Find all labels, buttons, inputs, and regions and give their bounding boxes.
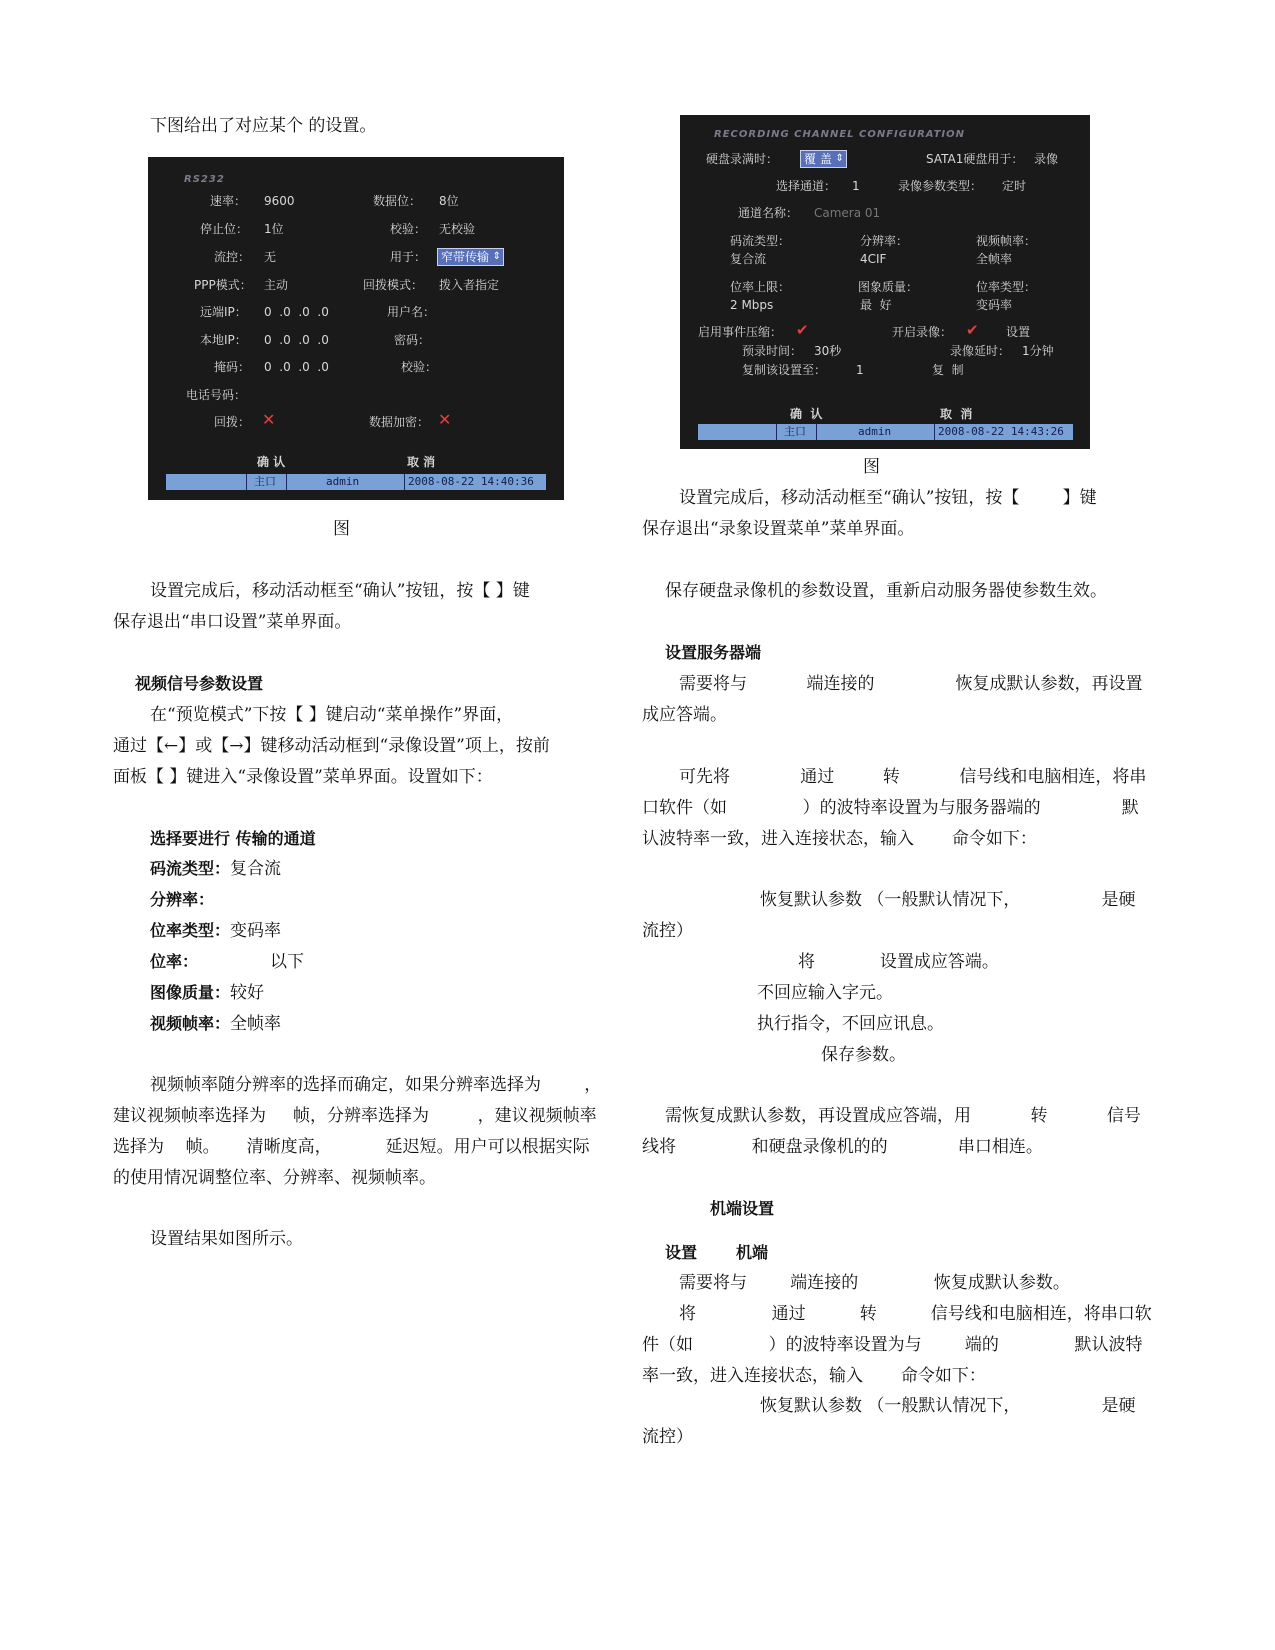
password-label: 密码： <box>394 333 431 347</box>
resolution-label: 分辨率： <box>860 234 909 248</box>
machine-section-heading: 机端设置 <box>710 1199 775 1218</box>
right-p3-line2: 成应答端。 <box>642 705 727 725</box>
list-value: 复合流 <box>230 859 282 879</box>
left-p2-line2: 通过【←】或【→】键移动活动框到“录像设置”项上，按前 <box>113 736 550 756</box>
list-value: 全帧率 <box>230 1014 282 1034</box>
framerate-value[interactable]: 全帧率 <box>976 252 1013 266</box>
bitrate-max-value[interactable]: 2 Mbps <box>730 298 774 312</box>
left-p3-line4: 的使用情况调整位率、分辨率、视频帧率。 <box>113 1168 436 1188</box>
right-p7-line3: 率一致，进入连接状态，输入 命令如下： <box>642 1366 986 1386</box>
command-6-line2: 流控） <box>642 1427 693 1447</box>
rs232-screenshot <box>148 157 564 500</box>
encrypt-label: 数据加密： <box>369 415 430 429</box>
cancel-button[interactable]: 取 消 <box>940 407 973 421</box>
right-p7-line2: 件（如 ）的波特率设置为与 端的 默认波特 <box>642 1335 1143 1355</box>
sata-label: SATA1硬盘用于： <box>926 152 1024 166</box>
cancel-button[interactable]: 取 消 <box>407 455 436 469</box>
baud-value: 9600 <box>264 194 295 208</box>
local-ip-field[interactable]: 0 .0 .0 .0 <box>264 333 329 347</box>
verify-label: 校验： <box>401 360 438 374</box>
fig1-header: RS232 <box>184 174 225 185</box>
callback-x-icon[interactable]: ✕ <box>262 410 276 429</box>
sata-value: 录像 <box>1034 152 1059 166</box>
stopbits-label: 停止位： <box>200 222 249 236</box>
stopbits-value: 1位 <box>264 222 284 236</box>
list-heading: 选择要进行 传输的通道 <box>150 829 316 848</box>
record-setup-button[interactable]: 设置 <box>1006 325 1031 339</box>
encrypt-x-icon[interactable]: ✕ <box>438 410 452 429</box>
setup-subheading: 设置 机端 <box>665 1243 768 1262</box>
event-compress-label: 启用事件压缩： <box>698 325 783 339</box>
username-label: 用户名： <box>387 305 436 319</box>
use-label: 用于： <box>390 250 427 264</box>
left-p3-line2: 建议视频帧率选择为 帧，分辨率选择为 ，建议视频帧率 <box>113 1106 597 1126</box>
video-section-heading: 视频信号参数设置 <box>135 674 264 693</box>
channel-value[interactable]: 1 <box>852 179 860 193</box>
recording-config-screenshot <box>680 115 1090 449</box>
baud-label: 速率： <box>210 194 247 208</box>
command-5: 保存参数。 <box>821 1045 906 1065</box>
databits-value: 8位 <box>439 194 459 208</box>
command-6-line1: 恢复默认参数 （一般默认情况下， 是硬 <box>760 1396 1136 1416</box>
parity-label: 校验： <box>390 222 427 236</box>
quality-label: 图象质量： <box>858 280 919 294</box>
status-user: admin <box>326 475 360 488</box>
status-time: 2008-08-22 14:40:36 <box>408 475 534 488</box>
right-p3-line1: 需要将与 端连接的 恢复成默认参数，再设置 <box>679 674 1143 694</box>
status-bar <box>166 474 546 490</box>
delay-label: 录像延时： <box>950 344 1011 358</box>
fig1-caption: 图 <box>333 519 350 539</box>
intro-text: 下图给出了对应某个 的设置。 <box>150 116 377 136</box>
bitrate-type-label: 位率类型： <box>976 280 1037 294</box>
delay-value[interactable]: 1分钟 <box>1022 344 1054 358</box>
confirm-button[interactable]: 确 认 <box>257 455 286 469</box>
framerate-label: 视频帧率： <box>976 234 1037 248</box>
list-key: 视频帧率： <box>150 1014 231 1033</box>
channel-label: 选择通道： <box>776 179 837 193</box>
callback-label: 回拨： <box>214 415 251 429</box>
phone-label: 电话号码： <box>186 388 247 402</box>
left-p1-line1: 设置完成后，移动活动框至“确认”按钮，按【 】键 <box>150 581 530 601</box>
parity-value: 无校验 <box>439 222 476 236</box>
enable-record-label: 开启录像： <box>892 325 953 339</box>
databits-label: 数据位： <box>373 194 422 208</box>
status-time: 2008-08-22 14:43:26 <box>938 425 1064 438</box>
right-p5-line1: 需恢复成默认参数，再设置成应答端，用 转 信号 <box>665 1106 1141 1126</box>
list-value: 较好 <box>230 983 265 1003</box>
command-1-line2: 流控） <box>642 921 693 941</box>
right-p2: 保存硬盘录像机的参数设置，重新启动服务器使参数生效。 <box>665 581 1107 601</box>
resolution-value[interactable]: 4CIF <box>860 252 887 266</box>
status-port: 主口 <box>254 475 276 488</box>
disk-full-select[interactable]: 覆 盖 ⇕ <box>800 150 847 168</box>
dialmode-value: 拨入者指定 <box>439 278 500 292</box>
right-p5-line2: 线将 和硬盘录像机的的 串口相连。 <box>642 1137 1043 1157</box>
fig2-header: RECORDING CHANNEL CONFIGURATION <box>714 129 966 140</box>
status-bar <box>698 424 1073 440</box>
bitrate-type-value[interactable]: 变码率 <box>976 298 1013 312</box>
flow-label: 流控： <box>214 250 251 264</box>
channel-name-field[interactable]: Camera 01 <box>814 206 881 220</box>
right-p7-line1: 将 通过 转 信号线和电脑相连，将串口软 <box>679 1304 1152 1324</box>
server-section-heading: 设置服务器端 <box>665 643 762 662</box>
list-key: 位率类型： <box>150 921 231 940</box>
mask-field[interactable]: 0 .0 .0 .0 <box>264 360 329 374</box>
use-select[interactable]: 窄带传输 ⇕ <box>437 248 504 266</box>
right-p4-line2: 口软件（如 ）的波特率设置为与服务器端的 默 <box>642 798 1139 818</box>
stream-type-value[interactable]: 复合流 <box>730 252 767 266</box>
command-2: 将 设置成应答端。 <box>798 952 999 972</box>
flow-value: 无 <box>264 250 277 264</box>
mask-label: 掩码： <box>214 360 251 374</box>
prerecord-value[interactable]: 30秒 <box>814 344 842 358</box>
copy-to-value[interactable]: 1 <box>856 363 864 377</box>
local-ip-label: 本地IP： <box>200 333 247 347</box>
list-key: 图像质量： <box>150 983 231 1002</box>
bitrate-max-label: 位率上限： <box>730 280 791 294</box>
left-p3-line3: 选择为 帧。 清晰度高， 延迟短。用户可以根据实际 <box>113 1137 590 1157</box>
dialmode-label: 回拨模式： <box>363 278 424 292</box>
command-1-line1: 恢复默认参数 （一般默认情况下， 是硬 <box>760 890 1136 910</box>
right-p4-line3: 认波特率一致，进入连接状态，输入 命令如下： <box>642 829 1037 849</box>
list-key: 分辨率： <box>150 890 215 909</box>
command-4: 执行指令，不回应讯息。 <box>757 1014 944 1034</box>
param-type-label: 录像参数类型： <box>898 179 983 193</box>
left-p3-line1: 视频帧率随分辨率的选择而确定，如果分辨率选择为 ， <box>150 1075 602 1095</box>
enable-record-check-icon[interactable]: ✔ <box>966 321 979 339</box>
status-user: admin <box>858 425 892 438</box>
confirm-button[interactable]: 确 认 <box>790 407 823 421</box>
quality-value[interactable]: 最 好 <box>860 298 892 312</box>
left-p2-line3: 面板【 】键进入“录像设置”菜单界面。设置如下： <box>113 767 493 787</box>
right-p6: 需要将与 端连接的 恢复成默认参数。 <box>679 1273 1070 1293</box>
fig2-caption: 图 <box>863 457 880 477</box>
event-compress-check-icon[interactable]: ✔ <box>796 321 809 339</box>
right-p1-line1: 设置完成后，移动活动框至“确认”按钮，按【 】键 <box>679 488 1097 508</box>
copy-to-label: 复制该设置至： <box>742 363 827 377</box>
command-3: 不回应输入字元。 <box>757 983 893 1003</box>
ppp-value: 主动 <box>264 278 289 292</box>
status-port: 主口 <box>784 425 806 438</box>
list-key: 位率： <box>150 952 199 971</box>
left-p1-line2: 保存退出“串口设置”菜单界面。 <box>113 612 352 632</box>
disk-full-label: 硬盘录满时： <box>706 152 779 166</box>
prerecord-label: 预录时间： <box>742 344 803 358</box>
left-p2-line1: 在“预览模式”下按【 】键启动“菜单操作”界面， <box>150 705 514 725</box>
copy-button[interactable]: 复 制 <box>932 363 964 377</box>
remote-ip-label: 远端IP： <box>200 305 247 319</box>
stream-type-label: 码流类型： <box>730 234 791 248</box>
remote-ip-field[interactable]: 0 .0 .0 .0 <box>264 305 329 319</box>
list-value: 以下 <box>270 952 305 972</box>
ppp-label: PPP模式： <box>194 278 252 292</box>
param-type-value: 定时 <box>1002 179 1027 193</box>
left-p4: 设置结果如图所示。 <box>150 1229 303 1249</box>
right-p4-line1: 可先将 通过 转 信号线和电脑相连，将串 <box>679 767 1147 787</box>
right-p1-line2: 保存退出“录象设置菜单”菜单界面。 <box>642 519 915 539</box>
channel-name-label: 通道名称： <box>738 206 799 220</box>
list-value: 变码率 <box>230 921 282 941</box>
list-key: 码流类型： <box>150 859 231 878</box>
